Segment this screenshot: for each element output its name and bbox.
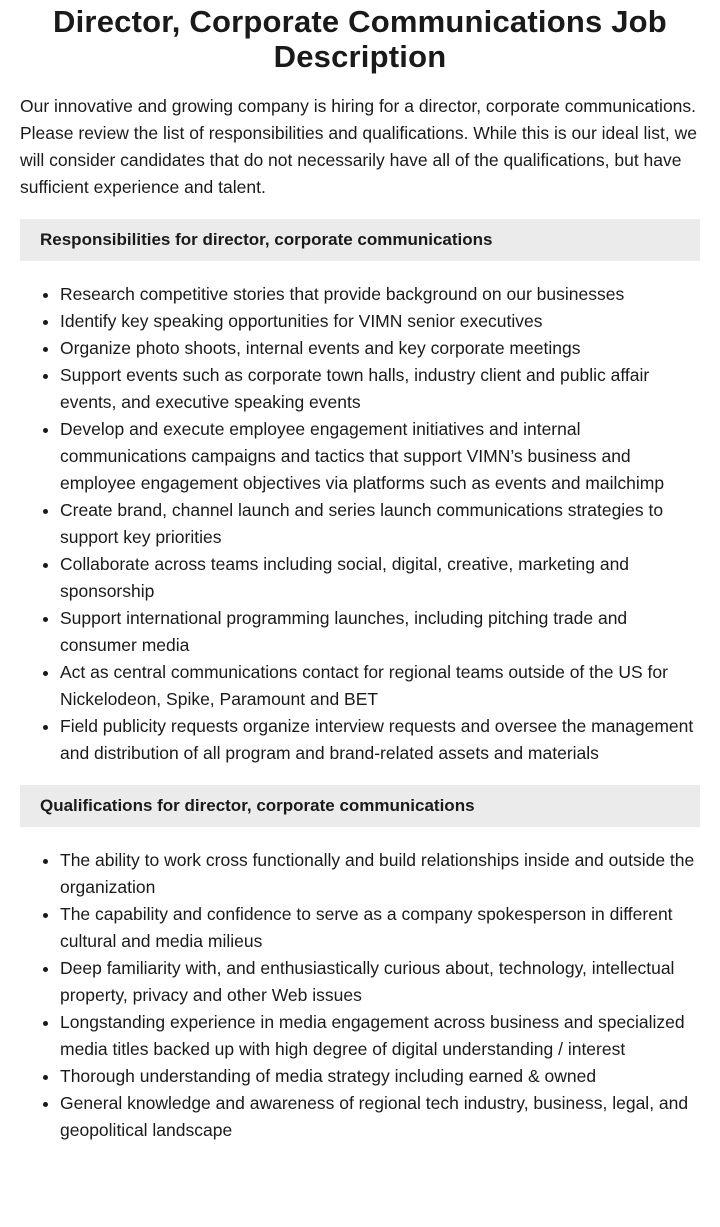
list-item: • Identify key speaking opportunities for VIMN senior executives [60,308,700,335]
list-item: • Support international programming launches, including pitching trade and consumer media [60,605,700,659]
responsibilities-list [20,281,700,767]
list-item: • Create brand, channel launch and series launch communications strategies to support key priorities [60,497,700,551]
list-item: • Collaborate across teams including social, digital, creative, marketing and sponsorship [60,551,700,605]
list-item: • The ability to work cross functionally and build relationships inside and outside the organization [60,847,700,901]
page-title: Director, Corporate Communications Job Description [53,4,667,74]
intro-paragraph: Our innovative and growing company is hiring for a director, corporate communications. Please review the list of responsibilities and qualifications. While this is our ideal list, we will consider candidates that do not necessarily have all of the qualifications, but have sufficient experience and talent. [20,96,697,197]
list-item: • The capability and confidence to serve as a company spokesperson in different cultural and media milieus [60,901,700,955]
list-item: • Deep familiarity with, and enthusiastically curious about, technology, intellectual property, privacy and other Web issues [60,955,700,1009]
list-item: • Organize photo shoots, internal events and key corporate meetings [60,335,700,362]
qualifications-list [20,847,700,1144]
list-item: • Field publicity requests organize interview requests and oversee the management and distribution of all program and brand-related assets and materials [60,713,700,767]
list-item: • Support events such as corporate town halls, industry client and public affair events, and executive speaking events [60,362,700,416]
responsibilities-heading: Responsibilities for director, corporate communications [20,219,700,261]
list-item: • General knowledge and awareness of regional tech industry, business, legal, and geopolitical landscape [60,1090,700,1144]
list-item: • Research competitive stories that provide background on our businesses [60,281,700,308]
qualifications-heading: Qualifications for director, corporate communications [20,785,700,827]
list-item: • Thorough understanding of media strategy including earned & owned [60,1063,700,1090]
list-item: • Longstanding experience in media engagement across business and specialized media titles backed up with high degree of digital understanding / interest [60,1009,700,1063]
list-item: • Develop and execute employee engagement initiatives and internal communications campaigns and tactics that support VIMN’s business and employee engagement objectives via platforms such as events and mailchimp [60,416,700,497]
list-item: • Act as central communications contact for regional teams outside of the US for Nickelodeon, Spike, Paramount and BET [60,659,700,713]
